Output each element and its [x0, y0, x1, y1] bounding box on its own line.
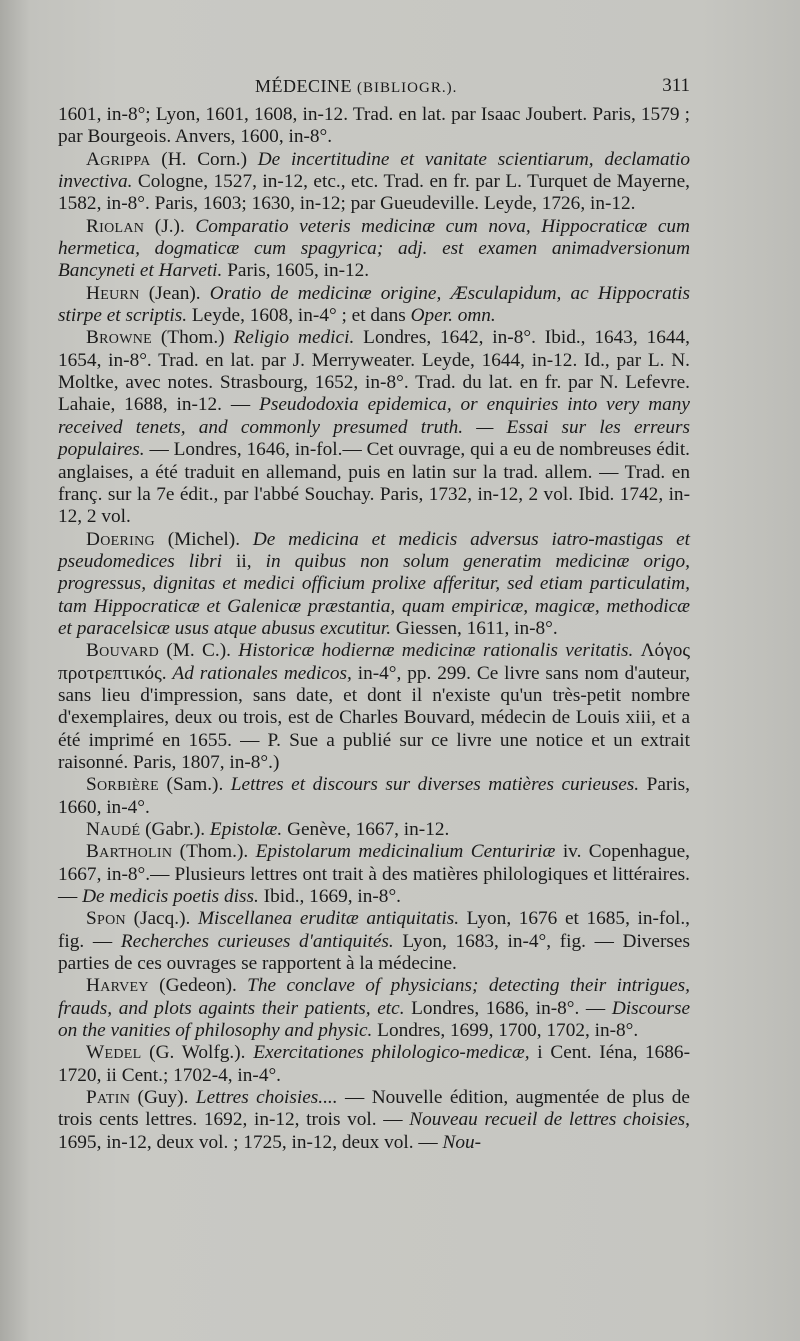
work-title: Lettres choisies.... [195, 1087, 338, 1109]
bibliography-entry [58, 975, 690, 1042]
page-number: 311 [662, 75, 690, 96]
entry-text: Genève, 1667, in-12. [282, 819, 450, 840]
entry-text: (J.). [144, 215, 196, 237]
bibliography-entry [58, 819, 690, 841]
work-title: Epistolæ. [209, 819, 283, 840]
author-name: Bartholin [86, 841, 173, 863]
entry-text: in-4°, pp. 299. Ce livre sans nom d'auteur, sans lieu d'impression, sans date, et dont il n'existe qu'un très-petit nombre d'exemplaires, deux ou trois, est de Charles Bouvard, médecin de Louis xiii, et a été imprimé en 1655. — P. Sue a publié sur ce livre une notice et un extrait raisonné. Paris, 1807, in-8°.) [58, 662, 691, 773]
work-title: De medicina et medicis adversus iatro-mastigas et pseudomedices libri [58, 528, 690, 572]
work-title: Oratio de medicinæ origine, Æsculapidum, ac Hippocratis stirpe et scriptis. [58, 282, 690, 327]
bibliography-entry [58, 216, 690, 283]
entry-text: Lyon, 1683, in-4°, fig. — Diverses parties de ces ouvrages se rapportent à la médecine. [58, 930, 690, 975]
entry-text: — Londres, 1646, in-fol.— Cet ouvrage, qui a eu de nombreuses édit. anglaises, a été traduit en allemand, puis en latin sur la trad. allem. — Trad. en franç. sur la 7e édit., par l'abbé Souchay. Paris, 1732, in-12, 2 vol. Ibid. 1742, in-12, 2 vol. [58, 439, 690, 528]
entry-text: (Thom.). [172, 841, 256, 863]
entry-text: Giessen, 1611, in-8°. [391, 617, 558, 639]
author-name: Patin [86, 1087, 131, 1109]
work-title: Religio medici. [233, 327, 355, 349]
entry-text: (M. C.). [159, 640, 239, 662]
entry-text: Ibid., 1669, in-8°. [258, 886, 401, 908]
entry-text: Londres, 1699, 1700, 1702, in-8°. [372, 1020, 639, 1042]
bibliography-entry [58, 327, 690, 528]
page-header [60, 72, 690, 102]
bibliography-entry [58, 283, 690, 328]
entry-text: Paris, 1660, in-4°. [58, 774, 690, 818]
entry-text: Londres, 1642, in-8°. Ibid., 1643, 1644, 1654, in-8°. Trad. en lat. par J. Merryweater. Leyde, 1644, in-12. Id., par L. N. Moltke, avec notes. Strasbourg, 1652, in-8°. Trad. du lat. en fr. par N. Lefevre. Lahaie, 1688, in-12. — [58, 327, 690, 416]
bibliography-entry [58, 1087, 690, 1154]
entry-text: (Guy). [130, 1087, 196, 1109]
entry-text: (Sam.). [159, 774, 231, 796]
work-title: Nou- [442, 1131, 482, 1153]
entry-text: Paris, 1605, in-12. [222, 260, 370, 282]
entry-text: i Cent. Iéna, 1686-1720, ii Cent.; 1702-4, in-4°. [58, 1042, 690, 1086]
entry-text: Oper. omn. [410, 305, 496, 327]
work-title: Ad rationales medicos, [172, 662, 352, 684]
bibliography-entry [58, 908, 690, 975]
entry-text: Λόγος προτρεπτικός. [58, 640, 690, 684]
work-title: Comparatio veteris medicinæ cum nova, Hippocraticæ cum hermetica, dogmaticæ cum spagyrica; adj. est examen animadversionum Bancyneti et Harveti. [58, 215, 690, 282]
entry-text: (G. Wolfg.). [141, 1042, 254, 1064]
author-name: Spon [86, 908, 126, 930]
work-title: Recherches curieuses d'antiquités. [120, 930, 394, 952]
author-name: Heurn [86, 282, 140, 304]
running-head [255, 76, 457, 97]
bibliography-text [58, 104, 690, 1154]
entry-text: , 1695, in-12, deux vol. ; 1725, in-12, deux vol. — [58, 1109, 690, 1153]
bibliography-entry [58, 104, 690, 149]
running-head-title: MÉDECINE [255, 76, 352, 96]
author-name: Riolan [86, 215, 145, 237]
work-title: Exercitationes philologico-medicæ, [253, 1042, 530, 1064]
author-name: Naudé [86, 819, 141, 840]
entry-text: (Michel). [154, 528, 253, 550]
entry-text: (Thom.) [152, 327, 234, 349]
entry-text: iv. Copenhague, 1667, in-8°.— Plusieurs lettres ont trait à des matières philologiques et littéraires. — [58, 841, 690, 908]
work-title: De incertitudine et vanitate scientiarum, declamatio invectiva. [58, 148, 690, 193]
author-name: Doering [86, 528, 155, 550]
bibliography-entry [58, 529, 690, 641]
work-title: De medicis poetis diss. [82, 886, 259, 908]
entry-text: (Gedeon). [148, 975, 248, 997]
work-title: The conclave of physicians; detecting their intrigues, frauds, and plots againts their patients, etc. [58, 975, 691, 1019]
entry-text: Cologne, 1527, in-12, etc., etc. Trad. en fr. par L. Turquet de Mayerne, 1582, in-8°. Paris, 1603; 1630, in-12; par Gueudeville. Leyde, 1726, in-12. [58, 171, 690, 215]
work-title: Discourse on the vanities of philosophy and physic. [58, 997, 691, 1042]
entry-text: Leyde, 1608, in-4° ; et dans [187, 305, 411, 327]
work-title: Nouveau recueil de lettres choisies [409, 1109, 686, 1131]
running-head-subtitle: (BIBLIOGR.). [357, 80, 458, 96]
entry-text: ii, [221, 550, 266, 572]
work-title: Pseudodoxia epidemica, or enquiries into very many received tenets, and commonly presumed truth. — Essai sur les erreurs populaires. [58, 394, 690, 461]
bibliography-entry [58, 1042, 690, 1087]
author-name: Browne [86, 327, 152, 349]
work-title: Miscellanea eruditæ antiquitatis. [197, 908, 460, 930]
entry-text: (Jacq.). [125, 908, 198, 930]
bibliography-entry [58, 149, 690, 216]
author-name: Harvey [86, 975, 149, 997]
entry-text: (Jean). [139, 282, 210, 304]
work-title: Epistolarum medicinalium Centuririæ [255, 841, 556, 863]
author-name: Agrippa [86, 148, 151, 170]
bibliography-entry [58, 774, 690, 819]
entry-text: (H. Corn.) [150, 148, 258, 170]
author-name: Wedel [86, 1042, 142, 1064]
work-title: Historicæ hodiernæ medicinæ rationalis veritatis. [238, 640, 634, 662]
entry-text: 1601, in-8°; Lyon, 1601, 1608, in-12. Trad. en lat. par Isaac Joubert. Paris, 1579 ; par Bourgeois. Anvers, 1600, in-8°. [58, 104, 690, 148]
entry-text: Lyon, 1676 et 1685, in-fol., fig. — [58, 908, 690, 952]
entry-text: Londres, 1686, in-8°. — [404, 997, 612, 1019]
work-title: Lettres et discours sur diverses matières curieuses. [230, 774, 640, 796]
bibliography-entry [58, 841, 690, 908]
entry-text: (Gabr.). [140, 819, 210, 840]
work-title: in quibus non solum generatim medicinæ origo, progressus, dignitas et medici officium prolixe afferitur, sed etiam particulatim, tam Hippocraticæ et Galenicæ præstantia, quam empiricæ, magicæ, methodicæ et paracelsicæ usus atque abusus excutitur. [58, 550, 690, 639]
author-name: Bouvard [86, 640, 160, 662]
bibliography-entry [58, 640, 690, 774]
entry-text: — Nouvelle édition, augmentée de plus de trois cents lettres. 1692, in-12, trois vol. — [58, 1087, 690, 1131]
author-name: Sorbière [86, 774, 160, 796]
